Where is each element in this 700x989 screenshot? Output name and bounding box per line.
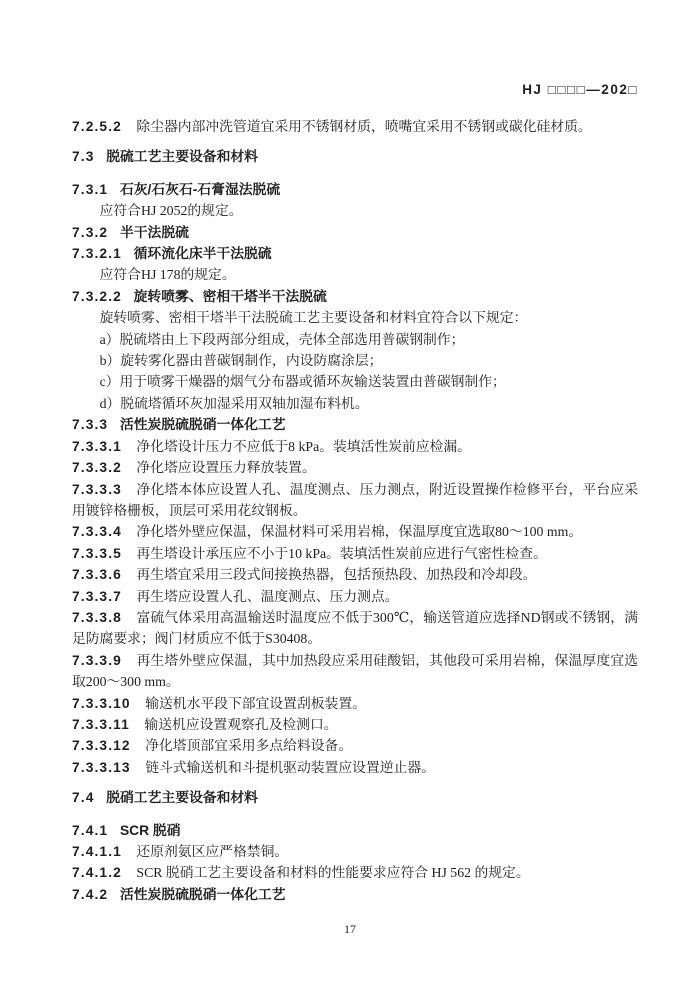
clause-text: 净化塔外壁应保温，保温材料可采用岩棉，保温厚度宜选取80～100 mm。 (136, 524, 583, 540)
paragraph (72, 350, 638, 371)
paragraph (72, 307, 638, 328)
paragraph (72, 693, 638, 714)
page-header (72, 82, 638, 97)
paragraph (72, 543, 638, 564)
paragraph (72, 564, 638, 585)
heading-text: 石灰/石灰石-石膏湿法脱硫 (119, 181, 281, 197)
clause-number: 7.4.1 (72, 822, 109, 838)
clause-number: 7.3.2 (72, 224, 109, 240)
clause-text: a）脱硫塔由上下段两部分组成，壳体全部选用普碳钢制作； (99, 331, 465, 347)
clause-number: 7.3.3.13 (72, 759, 131, 775)
standard-number: HJ □□□□—202□ (522, 82, 638, 97)
clause-number: 7.3.3.5 (72, 545, 122, 561)
clause-text: 输送机应设置观察孔及检测口。 (144, 716, 338, 732)
clause-number: 7.4.1.2 (72, 865, 122, 881)
clause-text: 再生塔设计承压应不小于10 kPa。装填活性炭前应进行气密性检查。 (136, 545, 547, 561)
paragraph (72, 371, 638, 392)
clause-text: 还原剂氨区应严格禁铜。 (136, 844, 289, 859)
clause-text: 应符合HJ 2052的规定。 (99, 203, 243, 219)
clause-number: 7.3.2.1 (72, 246, 122, 262)
paragraph (72, 650, 638, 693)
paragraph (72, 200, 638, 221)
paragraph (72, 264, 638, 285)
clause-number: 7.3.3.9 (72, 652, 122, 668)
section-heading (72, 787, 638, 808)
section-heading (72, 884, 638, 905)
paragraph (72, 586, 638, 607)
clause-number: 7.3.3.10 (72, 695, 131, 711)
paragraph (72, 521, 638, 542)
section-heading (72, 222, 638, 243)
clause-text: d）脱硫塔循环灰加湿采用双轴加湿布料机。 (99, 395, 369, 411)
clause-number: 7.4.2 (72, 886, 109, 902)
page-footer (0, 922, 700, 937)
document-body (72, 116, 638, 905)
clause-text: c）用于喷雾干燥器的烟气分布器或循环灰输送装置由普碳钢制作； (99, 374, 506, 390)
clause-text: 再生塔宜采用三段式间接换热器，包括预热段、加热段和冷却段。 (136, 567, 537, 583)
clause-text: 净化塔设计压力不应低于8 kPa。装填活性炭前应检漏。 (136, 438, 471, 454)
paragraph (72, 329, 638, 350)
heading-text: SCR 脱硝 (119, 822, 181, 838)
clause-number: 7.3.3.12 (72, 738, 131, 754)
clause-number: 7.3.3.6 (72, 567, 122, 583)
heading-text: 旋转喷雾、密相干塔半干法脱硫 (133, 288, 327, 304)
paragraph (72, 714, 638, 735)
section-heading (72, 179, 638, 200)
heading-text: 循环流化床半干法脱硫 (133, 246, 272, 262)
clause-text: 应符合HJ 178的规定。 (99, 267, 236, 283)
section-heading (72, 414, 638, 435)
clause-text: 旋转喷雾、密相干塔半干法脱硫工艺主要设备和材料宜符合以下规定： (99, 310, 528, 326)
section-heading (72, 820, 638, 841)
clause-text: 净化塔本体应设置人孔、温度测点、压力测点，附近设置操作检修平台，平台应采用镀锌格栅板，顶层可采用花纹钢板。 (72, 481, 638, 518)
clause-text: 再生塔应设置人孔、温度测点、压力测点。 (136, 588, 399, 604)
paragraph (72, 479, 638, 522)
page-number: 17 (344, 922, 356, 936)
clause-number: 7.3.3.1 (72, 438, 122, 454)
clause-text: b）旋转雾化器由普碳钢制作，内设防腐涂层； (99, 353, 383, 369)
paragraph (72, 607, 638, 650)
clause-text: 输送机水平段下部宜设置刮板装置。 (145, 695, 366, 711)
paragraph (72, 862, 638, 883)
clause-text: 再生塔外壁应保温，其中加热段应采用硅酸铝，其他段可采用岩棉，保温厚度宜选取200～300 mm。 (72, 652, 638, 690)
clause-number: 7.3.3.8 (72, 609, 122, 625)
heading-text: 活性炭脱硫脱硝一体化工艺 (119, 417, 286, 433)
heading-text: 活性炭脱硫脱硝一体化工艺 (119, 886, 286, 902)
clause-number: 7.3.1 (72, 181, 109, 197)
heading-text: 半干法脱硫 (119, 224, 189, 240)
clause-number: 7.4 (72, 790, 95, 806)
clause-number: 7.4.1.1 (72, 844, 122, 859)
clause-number: 7.3.3 (72, 417, 109, 433)
paragraph (72, 116, 638, 137)
paragraph (72, 757, 638, 778)
clause-number: 7.3.3.7 (72, 588, 122, 604)
clause-text: SCR 脱硝工艺主要设备和材料的性能要求应符合 HJ 562 的规定。 (136, 865, 530, 881)
clause-text: 链斗式输送机和斗提机驱动装置应设置逆止器。 (145, 759, 435, 775)
section-heading (72, 286, 638, 307)
heading-text: 脱硝工艺主要设备和材料 (106, 790, 258, 806)
heading-text: 脱硫工艺主要设备和材料 (106, 149, 258, 165)
clause-text: 富硫气体采用高温输送时温度应不低于300℃，输送管道应选择ND钢或不锈钢，满足防腐要求；阀门材质应不低于S30408。 (72, 609, 638, 647)
paragraph (72, 457, 638, 478)
clause-number: 7.3 (72, 149, 95, 165)
clause-number: 7.3.3.2 (72, 460, 122, 476)
clause-number: 7.3.3.3 (72, 481, 122, 497)
clause-text: 净化塔应设置压力释放装置。 (136, 460, 316, 476)
clause-text: 除尘器内部冲洗管道宜采用不锈钢材质，喷嘴宜采用不锈钢或碳化硅材质。 (136, 119, 592, 134)
clause-number: 7.3.3.4 (72, 524, 122, 540)
clause-number: 7.3.2.2 (72, 288, 122, 304)
paragraph (72, 841, 638, 862)
paragraph (72, 436, 638, 457)
clause-number: 7.3.3.11 (72, 716, 130, 732)
clause-text: 净化塔顶部宜采用多点给料设备。 (145, 738, 353, 754)
paragraph (72, 393, 638, 414)
section-heading (72, 146, 638, 167)
clause-number: 7.2.5.2 (72, 119, 122, 134)
section-heading (72, 243, 638, 264)
paragraph (72, 735, 638, 756)
